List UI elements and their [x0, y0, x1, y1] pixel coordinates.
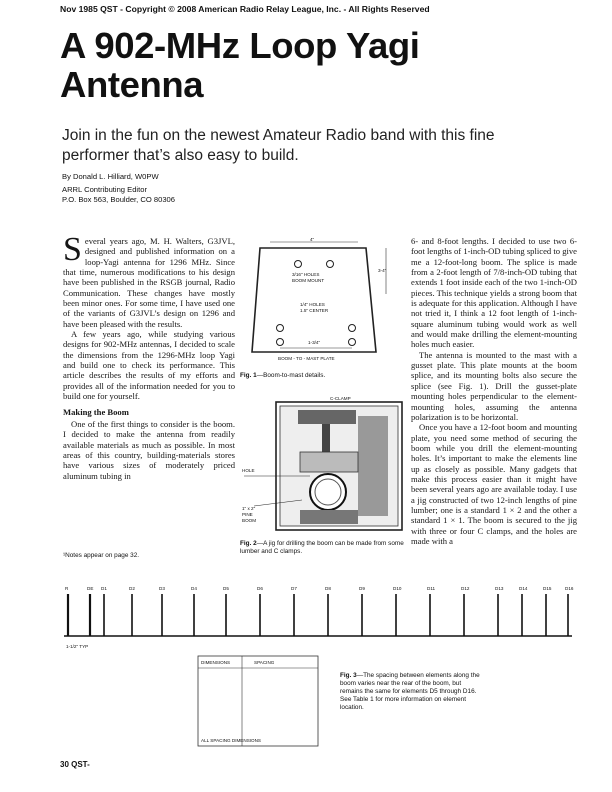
element-label: D6 — [257, 586, 263, 591]
holes-label-b: BOOM MOUNT — [292, 278, 325, 283]
paragraph-1: Several years ago, M. H. Walters, G3JVL, designed and published information on a loop-Yagi antenna for 1296 MHz. Since that time, numerous modifications to his design have been published in the RSGB journal, Radio Communication. These changes have mostly been minor ones. For some time, I have used one of the variants of G3JVL’s design on 1296 and have been pleased with the results. — [63, 236, 235, 329]
drop-cap: S — [63, 236, 82, 268]
author-byline: By Donald L. Hilliard, W0PW — [62, 172, 159, 181]
paragraph-4: 6- and 8-foot lengths. I decided to use two 6-foot lengths of 1-inch-OD tubing spliced to give me a 12-foot-long boom. The splice is made from a 2-foot length of 7/8-inch-OD tubing that extends 1 foot inside each of the two 1-inch-OD pieces. This technique yields a strong boom that is adequate for this application. Although I have not tried it, I think a 12 foot length of 1-inch-square aluminum tubing would work as well and would make drilling the element-mounting holes much easier. — [411, 236, 577, 350]
table-title: DIMENSIONS — [201, 660, 231, 665]
element-label: D5 — [223, 586, 229, 591]
author-address: P.O. Box 563, Boulder, CO 80306 — [62, 195, 175, 204]
c-clamp — [298, 410, 356, 424]
figure-3-element-spacing — [60, 576, 580, 756]
element-label: DE — [87, 586, 94, 591]
clamp-label: C-CLAMP — [330, 396, 351, 401]
author-title: ARRL Contributing Editor — [62, 185, 147, 194]
element-label: D14 — [519, 586, 528, 591]
clamp-jaw — [300, 510, 358, 524]
pine-label: PINE — [242, 512, 253, 517]
holes-label-2b: 1.5" CENTER — [300, 308, 329, 313]
mount-hole — [349, 325, 356, 332]
paragraph-3: One of the first things to consider is the boom. I decided to make the antenna from readily available materials as much as possible. In most areas of this country, building-materials stores have various sizes of moderately priced aluminum tubing in — [63, 418, 235, 481]
figure-1-mast-plate — [240, 236, 406, 366]
paragraph-5: The antenna is mounted to the mast with a gusset plate. This plate mounts at the boom splice, and its mounting bolts also secure the splice (see Fig. 1). Drill the gusset-plate mounting holes perpendicular to the element-mounting holes, assuming the antenna polarization is to be horizontal. — [411, 349, 577, 422]
element-group — [65, 586, 574, 636]
article-title — [60, 26, 420, 104]
title-line-1: A 902-MHz Loop Yagi — [60, 25, 420, 66]
element-label: D4 — [191, 586, 197, 591]
element-label: D10 — [393, 586, 402, 591]
copyright-header: Nov 1985 QST - Copyright © 2008 American Radio Relay League, Inc. - All Rights Reserved — [60, 4, 430, 14]
element-label: D1 — [101, 586, 107, 591]
page-folio: 30 QST- — [60, 760, 90, 769]
dim-top: 4" — [310, 237, 315, 242]
element-label: D13 — [495, 586, 504, 591]
mount-hole — [349, 339, 356, 346]
table-head: SPACING — [254, 660, 275, 665]
plate-label: BOOM - TO - MAST PLATE — [278, 356, 335, 361]
dim-bottom: 1-3/4" — [308, 340, 321, 345]
mount-hole — [327, 261, 334, 268]
boom-label: BOOM — [242, 518, 257, 523]
figure-2-caption: Fig. 2—A jig for drilling the boom can be made from some lumber and C clamps. — [240, 540, 404, 555]
lumber-1x2 — [358, 416, 388, 516]
holes-label: 3/16" HOLES — [292, 272, 320, 277]
column-3 — [411, 236, 577, 562]
element-label: D15 — [543, 586, 552, 591]
element-label: D7 — [291, 586, 297, 591]
plate-outline — [252, 248, 376, 352]
lumber-1x1 — [300, 452, 358, 472]
section-heading: Making the Boom — [63, 406, 129, 417]
column-1 — [63, 236, 235, 546]
dim-typ: 1-1/2" TYP — [66, 644, 89, 649]
article-subtitle: Join in the fun on the newest Amateur Radio band with this fine performer that’s also easy to build. — [62, 127, 495, 164]
element-label: D2 — [129, 586, 135, 591]
figure-1-caption: Fig. 1—Boom-to-mast details. — [240, 372, 326, 379]
paragraph-6: Once you have a 12-foot boom and mounting plate, you need some method of securing the boom while you drill the element-mounting holes. It’s important to make the elements line up as closely as possible. Many gadgets that make this process easier than it might have been several years ago are available today. I use a jig constructed of two 12-inch lengths of pine lumber; one is a standard 1 × 2 and the other a standard 1 × 1. The boom is secured to the jig with three or four C clamps, and the holes are made with a — [411, 422, 577, 546]
element-label: D3 — [159, 586, 165, 591]
clamp-screw — [322, 424, 330, 452]
element-label: D16 — [565, 586, 574, 591]
dim-right: 3-4" — [378, 268, 387, 273]
element-label: D9 — [359, 586, 365, 591]
footnote: ¹Notes appear on page 32. — [63, 552, 140, 559]
table-footer: ALL SPACING DIMENSIONS — [201, 738, 261, 743]
title-line-2: Antenna — [60, 64, 204, 105]
element-label: R — [65, 586, 69, 591]
figure-3-caption: Fig. 3—The spacing between elements along the boom varies near the rear of the boom, but remains the same for elements D5 through D16. See Table 1 for more information on element location. — [340, 672, 480, 711]
spacing-table — [198, 656, 318, 746]
holes-label-2: 1/4" HOLES — [300, 302, 325, 307]
element-label: D12 — [461, 586, 470, 591]
mount-hole — [277, 325, 284, 332]
paragraph-2: A few years ago, while studying various designs for 902-MHz antennas, I decided to scale the dimensions from the 1296-MHz loop Yagi and build one to check its performance. This article describes the results of my efforts and provides all of the information needed for you to build one for yourself. — [63, 329, 235, 402]
lumber-label: 1" x 2" — [242, 506, 256, 511]
figure-2-drill-jig — [240, 396, 406, 536]
element-label: D8 — [325, 586, 331, 591]
element-label: D11 — [427, 586, 436, 591]
mount-hole — [277, 339, 284, 346]
hole-label: HOLE — [242, 468, 255, 473]
mount-hole — [295, 261, 302, 268]
